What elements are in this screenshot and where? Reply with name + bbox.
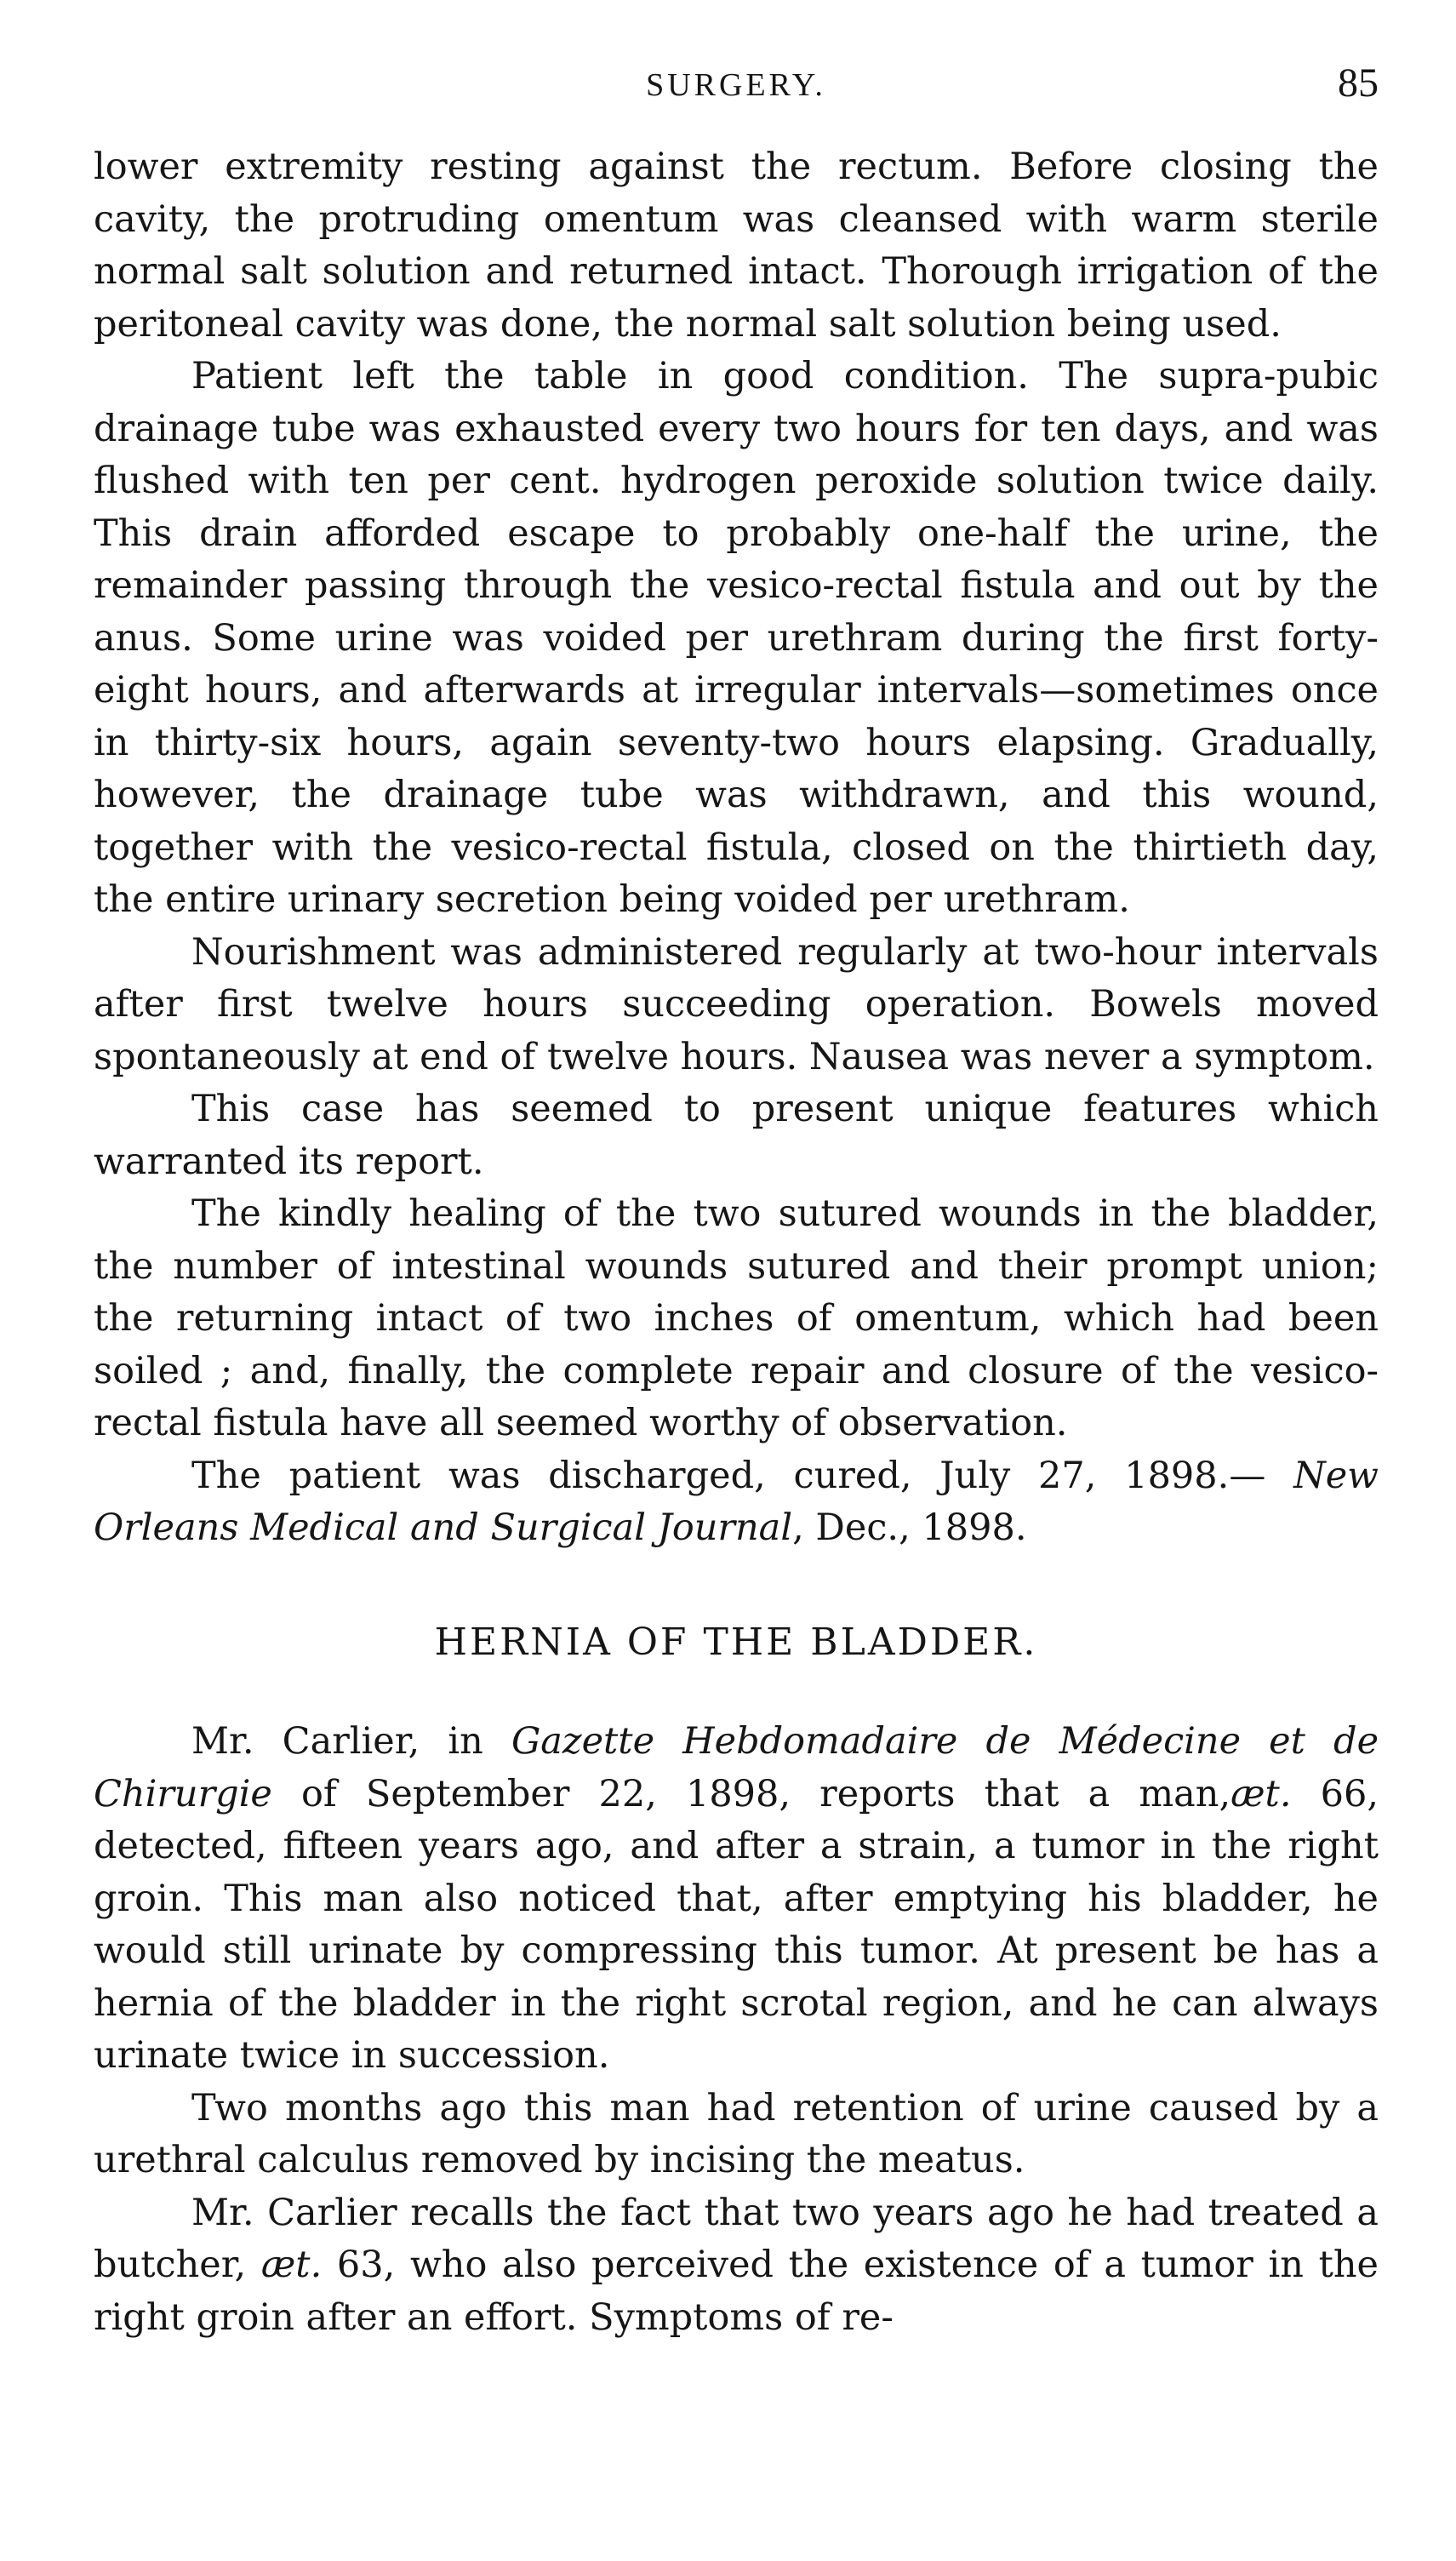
- carlier-journal: Gazette Hebdomadaire de Médecine et de Chirurgie: [94, 1720, 1379, 1815]
- paragraph-carlier-report: [94, 1716, 1379, 2083]
- book-page: [94, 60, 1379, 2511]
- paragraph-butcher: [94, 2187, 1379, 2345]
- section-heading: HERNIA OF THE BLADDER.: [434, 1620, 1038, 1664]
- butcher-aet: æt.: [260, 2244, 323, 2286]
- page-body: [94, 141, 1379, 2344]
- paragraph-continuation: lower extremity resting against the rectum. Before closing the cavity, the protruding omentum was cleansed with warm sterile normal salt solution and returned intact. Thorough irrigation of the peritoneal cavity was done, the normal salt solution being used.: [94, 146, 1379, 346]
- carlier-mid: of September 22, 1898, reports that a man,: [301, 1772, 1231, 1815]
- carlier-aet: æt.: [1230, 1772, 1292, 1815]
- journal-title: New Orleans Medical and Surgical Journal: [94, 1454, 1379, 1549]
- paragraph-healing: The kindly healing of the two sutured wounds in the bladder, the number of intestinal wounds sutured and their prompt union; the returning intact of two inches of omentum, which had been soiled ; and, finally, the complete repair and closure of the vesico-rectal fistula have all seemed worthy of observation.: [94, 1192, 1379, 1444]
- paragraph-retention: Two months ago this man had retention of urine caused by a urethral calculus removed by incising the meatus.: [94, 2086, 1379, 2181]
- page-number: 85: [1338, 60, 1379, 106]
- journal-date: , Dec., 1898.: [792, 1506, 1027, 1549]
- paragraph-postoperative: Patient left the table in good condition. The supra-pubic drainage tube was exhausted every two hours for ten days, and was flushed with ten per cent. hydrogen peroxide solution twice daily. This drain afforded escape to probably one-half the urine, the remainder passing through the vesico-rectal fistula and out by the anus. Some urine was voided per urethram during the first forty-eight hours, and afterwards at irregular intervals—sometimes once in thirty-six hours, again seventy-two hours elapsing. Gradually, however, the drainage tube was withdrawn, and this wound, together with the vesico-rectal fistula, closed on the thirtieth day, the entire urinary secretion being voided per urethram.: [94, 355, 1379, 921]
- carlier-rest: 66, detected, fifteen years ago, and after a strain, a tumor in the right groin. This man also noticed that, after emptying his bladder, he would still urinate by compressing this tumor. At present be has a hernia of the bladder in the right scrotal region, and he can always urinate twice in succession.: [94, 1772, 1379, 2077]
- carlier-lead: Mr. Carlier, in: [191, 1720, 483, 1763]
- discharge-citation: [94, 1450, 1379, 1555]
- paragraph-nourishment: Nourishment was administered regularly at two-hour intervals after first twelve hours succeeding operation. Bowels moved spontaneously at end of twelve hours. Nausea was never a symptom.: [94, 930, 1379, 1078]
- running-header: [94, 60, 1379, 119]
- butcher-rest: 63, who also perceived the existence of a tumor in the right groin after an effort. Symptoms of re-: [94, 2244, 1379, 2339]
- paragraph-unique-features: This case has seemed to present unique features which warranted its report.: [94, 1088, 1379, 1183]
- running-title: SURGERY.: [646, 67, 826, 103]
- discharge-text: The patient was discharged, cured, July 27, 1898.—: [191, 1454, 1266, 1497]
- butcher-lead: Mr. Carlier recalls the fact that two years ago he had treated a butcher,: [94, 2191, 1379, 2286]
